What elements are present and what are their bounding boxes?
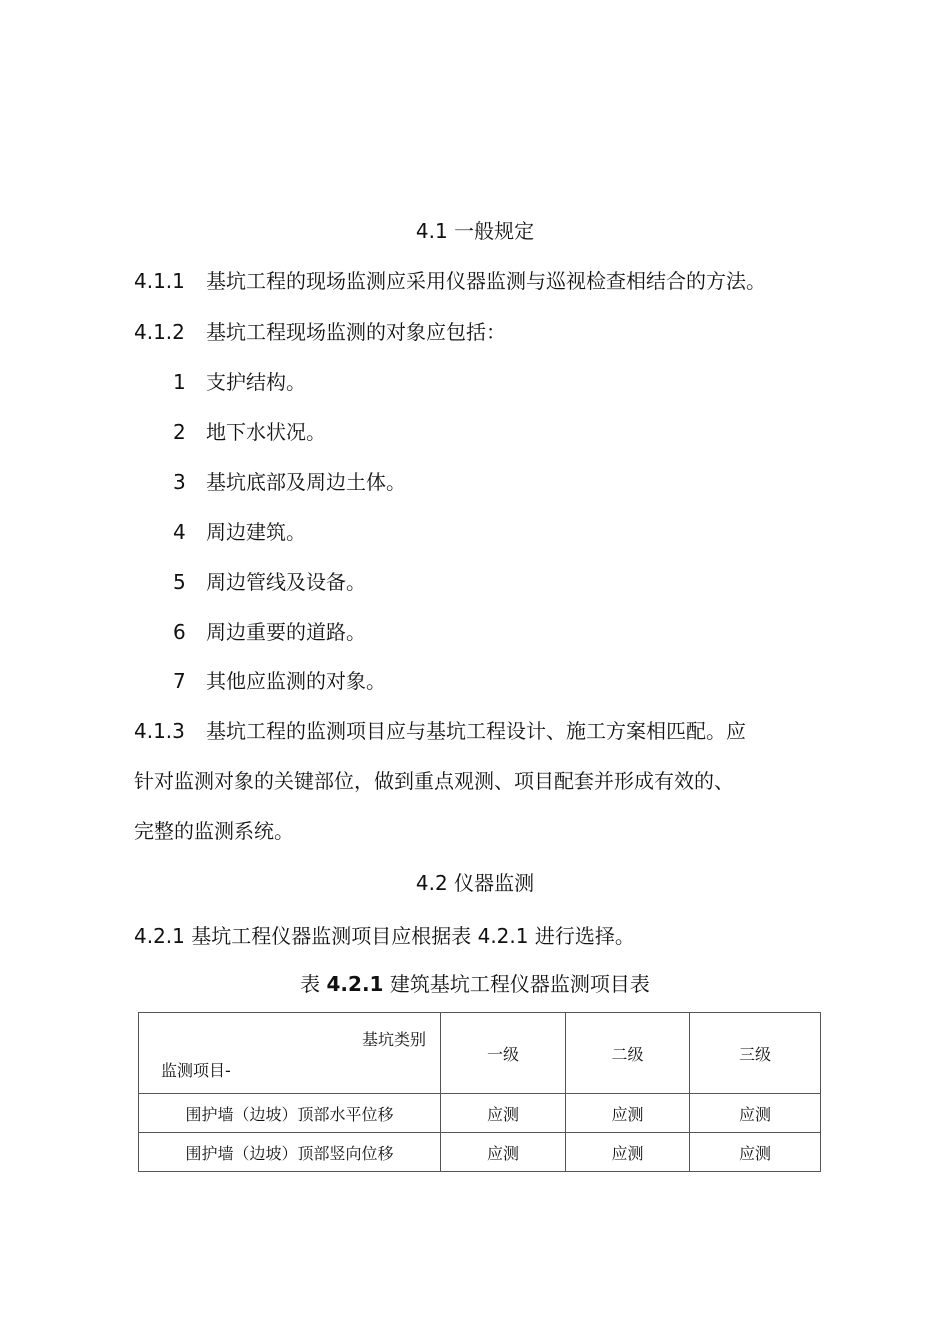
table-cell: 应测 xyxy=(441,1094,566,1133)
list-item-number: 5 xyxy=(173,570,186,594)
list-item-text: 周边重要的道路。 xyxy=(206,620,366,644)
list-item-text: 地下水状况。 xyxy=(206,420,326,444)
header-grade-1: 一级 xyxy=(441,1013,566,1094)
section-4-1-title: 4.1 一般规定 xyxy=(415,219,535,243)
list-item-number: 7 xyxy=(173,669,186,693)
clause-4-1-3-number: 4.1.3 xyxy=(134,719,185,743)
table-cell: 应测 xyxy=(566,1094,690,1133)
header-corner-cell xyxy=(139,1013,441,1094)
list-item-number: 2 xyxy=(173,420,186,444)
table-cell: 应测 xyxy=(441,1133,566,1172)
header-pit-category: 基坑类别 xyxy=(361,1030,426,1049)
clause-4-1-3-line-3: 完整的监测系统。 xyxy=(134,819,294,843)
clause-4-1-2-number: 4.1.2 xyxy=(134,320,185,344)
section-4-2-title: 4.2 仪器监测 xyxy=(415,871,535,895)
list-item-number: 3 xyxy=(173,470,186,494)
table-row xyxy=(139,1094,821,1133)
table-header-row xyxy=(139,1013,821,1094)
table-cell: 应测 xyxy=(690,1133,821,1172)
list-item-number: 6 xyxy=(173,620,186,644)
table-cell: 应测 xyxy=(690,1094,821,1133)
table-cell: 应测 xyxy=(566,1133,690,1172)
header-monitoring-item: 监测项目- xyxy=(161,1061,231,1080)
monitoring-items-table xyxy=(138,1012,821,1172)
table-cell-item: 围护墙（边坡）顶部水平位移 xyxy=(139,1094,441,1133)
clause-4-1-1-number: 4.1.1 xyxy=(134,269,185,293)
table-row xyxy=(139,1133,821,1172)
table-caption-text: 建筑基坑工程仪器监测项目表 xyxy=(383,972,650,996)
table-caption-prefix: 表 xyxy=(300,972,327,996)
list-item-number: 1 xyxy=(173,370,186,394)
list-item-text: 其他应监测的对象。 xyxy=(206,669,386,693)
clause-4-1-3-line-1: 基坑工程的监测项目应与基坑工程设计、施工方案相匹配。应 xyxy=(206,719,746,743)
list-item-text: 周边管线及设备。 xyxy=(206,570,366,594)
header-grade-3: 三级 xyxy=(690,1013,821,1094)
table-cell-item: 围护墙（边坡）顶部竖向位移 xyxy=(139,1133,441,1172)
list-item-text: 基坑底部及周边土体。 xyxy=(206,470,406,494)
table-caption xyxy=(0,972,950,996)
table-caption-number: 4.2.1 xyxy=(326,972,384,996)
list-item-text: 支护结构。 xyxy=(206,370,306,394)
clause-4-1-1-text: 基坑工程的现场监测应采用仪器监测与巡视检查相结合的方法。 xyxy=(206,269,766,293)
clause-4-1-3-line-2: 针对监测对象的关键部位，做到重点观测、项目配套并形成有效的、 xyxy=(134,769,734,793)
list-item-text: 周边建筑。 xyxy=(206,520,306,544)
clause-4-2-1-text: 4.2.1 基坑工程仪器监测项目应根据表 4.2.1 进行选择。 xyxy=(134,924,635,948)
list-item-number: 4 xyxy=(173,520,186,544)
header-grade-2: 二级 xyxy=(566,1013,690,1094)
clause-4-1-2-text: 基坑工程现场监测的对象应包括： xyxy=(206,320,506,344)
